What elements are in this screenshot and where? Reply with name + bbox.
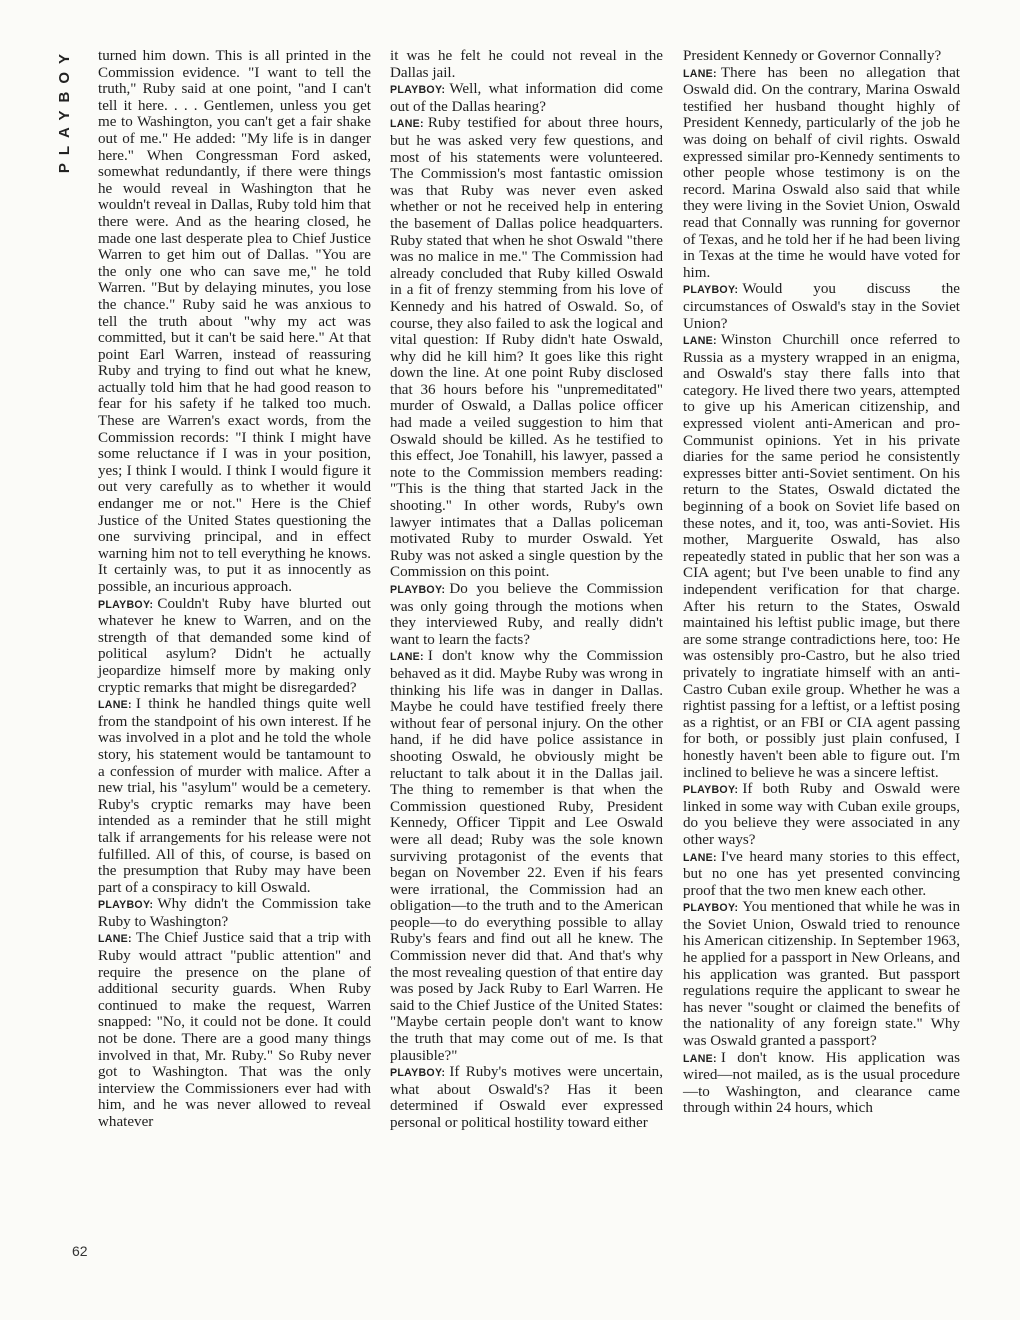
- text-column-3: [683, 48, 960, 1117]
- text-column-1: [98, 48, 371, 1131]
- paragraph: [683, 48, 960, 65]
- paragraph: [683, 332, 960, 781]
- paragraph: [683, 899, 960, 1049]
- speaker-label: PLAYBOY:: [98, 598, 154, 611]
- speaker-label: LANE:: [683, 67, 717, 80]
- speaker-label: PLAYBOY:: [683, 902, 739, 915]
- paragraph-text: I don't know why the Commission behaved as it did. Maybe Ruby was wrong in thinking his life was in danger in Dallas. Maybe he could have testified freely there without fear of personal injury. On the other hand, if he did have police assistance in shooting Oswald, he obviously might be reluctant to talk about it in the Dallas jail. The thing to remember is that when the Commission questioned Ruby, President Kennedy, Officer Tippit and Lee Oswald were all dead; Ruby was the sole known surviving protagonist of the events that began on November 22. Even if his fears were irrational, the Commission had an obligation—to the truth and to the American people—to do everything possible to allay Ruby's fears and find out all he knew. The Commission never did that. And that's why the most revealing question of that entire day was posed by Jack Ruby to Earl Warren. He said to the Chief Justice of the United States: "Maybe certain people don't want to know the truth that may come out of me. Is that plausible?": [390, 648, 663, 1064]
- page-number: 62: [72, 1243, 88, 1259]
- speaker-label: LANE:: [683, 1052, 717, 1065]
- paragraph-text: Do you believe the Commission was only going through the motions when they interviewed Ruby, and really didn't want to learn the facts?: [390, 581, 663, 648]
- paragraph: [390, 81, 663, 115]
- paragraph: [683, 849, 960, 900]
- paragraph-text: Would you discuss the circumstances of Oswald's stay in the Soviet Union?: [683, 281, 960, 332]
- paragraph-text: Why didn't the Commission take Ruby to Washington?: [98, 896, 371, 930]
- speaker-label: PLAYBOY:: [683, 284, 739, 297]
- paragraph-text: President Kennedy or Governor Connally?: [683, 48, 942, 64]
- paragraph-text: it was he felt he could not reveal in the Dallas jail.: [390, 48, 663, 81]
- paragraph: [390, 1064, 663, 1131]
- paragraph-text: You mentioned that while he was in the Soviet Union, Oswald tried to renounce his American citizenship. In September 1963, he applied for a passport in New Orleans, and his application was granted. But passport regulations require the applicant to swear he has never "sought or claimed the benefits of the nationality of any foreign state." Why was Oswald granted a passport?: [683, 899, 960, 1050]
- paragraph: [98, 48, 371, 596]
- text-column-2: [390, 48, 663, 1132]
- speaker-label: LANE:: [683, 851, 717, 864]
- paragraph: [390, 115, 663, 581]
- paragraph: [683, 1050, 960, 1117]
- paragraph: [98, 696, 371, 896]
- paragraph-text: If both Ruby and Oswald were linked in some way with Cuban exile groups, do you believe they were associated in any other ways?: [683, 781, 960, 848]
- speaker-label: PLAYBOY:: [390, 584, 446, 596]
- speaker-label: PLAYBOY:: [390, 84, 446, 97]
- speaker-label: LANE:: [683, 335, 717, 348]
- paragraph-text: turned him down. This is all printed in the Commission evidence. "I want to tell the truth," Ruby said at one point, "and I can't tell it here. . . . Gentlemen, unless you get me to Washington, you can't get a fair shake out of me." He added: "My life is in danger here." When Congressman Ford asked, somewhat redundantly, if there were things he would reveal in Washington that he wouldn't reveal in Dallas, Ruby told him that there were. And as the hearing closed, he made one last desperate plea to Chief Justice Warren to get him out of Dallas. "You are the only one who can save me," he told Warren. "But by delaying minutes, you lose the chance." Ruby said he was anxious to tell the truth about "why my act was committed, but it can't be said here." At that point Earl Warren, instead of reassuring Ruby and trying to find out what he knew, actually told him that he had good reason to fear for his safety if he talked too much. These are Warren's exact words, from the Commission records: "I think I might have some reluctance if I was in your position, yes; I think I would. I think I would figure it out very carefully as to whether it would endanger me or not." Here is the Chief Justice of the United States questioning the one surviving principal, and in effect warning him not to tell everything he knows. It certainly was, to put it as innocently as possible, an incurious approach.: [98, 48, 371, 595]
- paragraph: [683, 781, 960, 848]
- speaker-label: PLAYBOY:: [98, 899, 154, 912]
- paragraph-text: Couldn't Ruby have blurted out whatever he knew to Warren, and on the strength of that demanded some kind of political asylum? Didn't he actually jeopardize himself more by making only cryptic remarks that might be disregarded?: [98, 595, 371, 696]
- speaker-label: LANE:: [390, 118, 424, 131]
- paragraph: [98, 930, 371, 1130]
- speaker-label: LANE:: [98, 933, 132, 946]
- paragraph: [390, 581, 663, 648]
- paragraph-text: Well, what information did come out of the Dallas hearing?: [390, 81, 663, 115]
- paragraph-text: There has been no allegation that Oswald did. On the contrary, Marina Oswald testified her husband thought highly of President Kennedy, particularly of the job he was doing on behalf of civil rights. Oswald expressed similar pro-Kennedy sentiments to other people whose testimony is on the record. Marina Oswald also said that while they were living in the Soviet Union, Oswald read that Connally was running for governor of Texas, and he told her if he had been living in Texas at the time he would have voted for him.: [683, 64, 960, 281]
- paragraph: [390, 48, 663, 81]
- paragraph: [98, 596, 371, 697]
- paragraph-text: I've heard many stories to this effect, but no one has yet presented convincing proof that the two men knew each other.: [683, 848, 960, 899]
- paragraph-text: I think he handled things quite well from the standpoint of his own interest. If he was involved in a plot and he told the whole story, his statement would be tantamount to a confession of murder with malice. After a new trial, his "asylum" would be a cemetery. Ruby's cryptic remarks may have been intended as a reminder that he still might talk if arrangements for his release were not fulfilled. All of this, of course, is based on the presumption that Ruby may have been part of a conspiracy to kill Oswald.: [98, 696, 371, 896]
- paragraph: [390, 648, 663, 1064]
- speaker-label: PLAYBOY:: [390, 1067, 446, 1080]
- speaker-label: PLAYBOY:: [683, 784, 739, 797]
- paragraph-text: The Chief Justice said that a trip with Ruby would attract "public attention" and require the presence on the plane of additional security guards. When Ruby continued to make the request, Warren snapped: "No, it could not be done. It could not be done. There are a good many things involved in that, Mr. Ruby." So Ruby never got to Washington. That was the only interview the Commissioners ever had with him, and he was never allowed to reveal whatever: [98, 930, 371, 1130]
- paragraph: [98, 896, 371, 930]
- paragraph-text: I don't know. His application was wired—not mailed, as is the usual procedure—to Washington, and clearance came through within 24 hours, which: [683, 1049, 960, 1117]
- paragraph-text: If Ruby's motives were uncertain, what about Oswald's? Has it been determined if Oswald ever expressed personal or political hostility toward either: [390, 1064, 663, 1131]
- speaker-label: LANE:: [390, 651, 424, 664]
- paragraph: [683, 65, 960, 282]
- paragraph: [683, 281, 960, 332]
- paragraph-text: Ruby testified for about three hours, but he was asked very few questions, and most of his statements were volunteered. The Commission's most fantastic omission was that Ruby was never even asked whether or not he received help in entering the basement of Dallas police headquarters. Ruby stated that when he shot Oswald "there was no malice in me." The Commission had already concluded that Ruby killed Oswald in a fit of frenzy stemming from his love of Kennedy and his hatred of Oswald. So, of course, they also failed to ask the logical and vital question: If Ruby didn't hate Oswald, why did he kill him? It goes like this right down the line. At one point Ruby disclosed that 36 hours before his "unpremeditated" murder of Oswald, a Dallas police officer had made a veiled suggestion to him that Oswald should be killed. As he testified to this effect, Joe Tonahill, his lawyer, passed a note to the Commission members reading: "This is the thing that started Jack in the shooting." In other words, Ruby's own lawyer intimates that a Dallas policeman motivated Ruby to murder Oswald. Yet Ruby was not asked a single question by the Commission on this point.: [390, 115, 663, 581]
- paragraph-text: Winston Churchill once referred to Russia as a mystery wrapped in an enigma, and Oswald's stay there falls into that category. He lived there two years, attempted to give up his American citizenship, and expressed violent anti-American and pro-Communist opinions. Yet in his private diaries for the same period he consistently expresses bitter anti-Soviet sentiment. On his return to the States, Oswald dictated the beginning of a book on Soviet life based on these notes, and it, too, was anti-Soviet. His mother, Marguerite Oswald, has also repeatedly stated in public that her son was a CIA agent; but I've been unable to find any independent verification for that charge. After his return to the States, Oswald maintained his leftist public image, but there are some strange contradictions here, too: He was ostensibly pro-Castro, but he also tried privately to ingratiate himself with an anti-Castro Cuban exile group. Whether he was a rightist passing for a leftist, or a leftist posing as a rightist, or an FBI or CIA agent passing for both, or possibly just plain confused, I honestly haven't been able to figure out. I'm inclined to believe he was a sincere leftist.: [683, 332, 960, 781]
- running-head: PLAYBOY: [56, 46, 73, 174]
- speaker-label: LANE:: [98, 699, 132, 712]
